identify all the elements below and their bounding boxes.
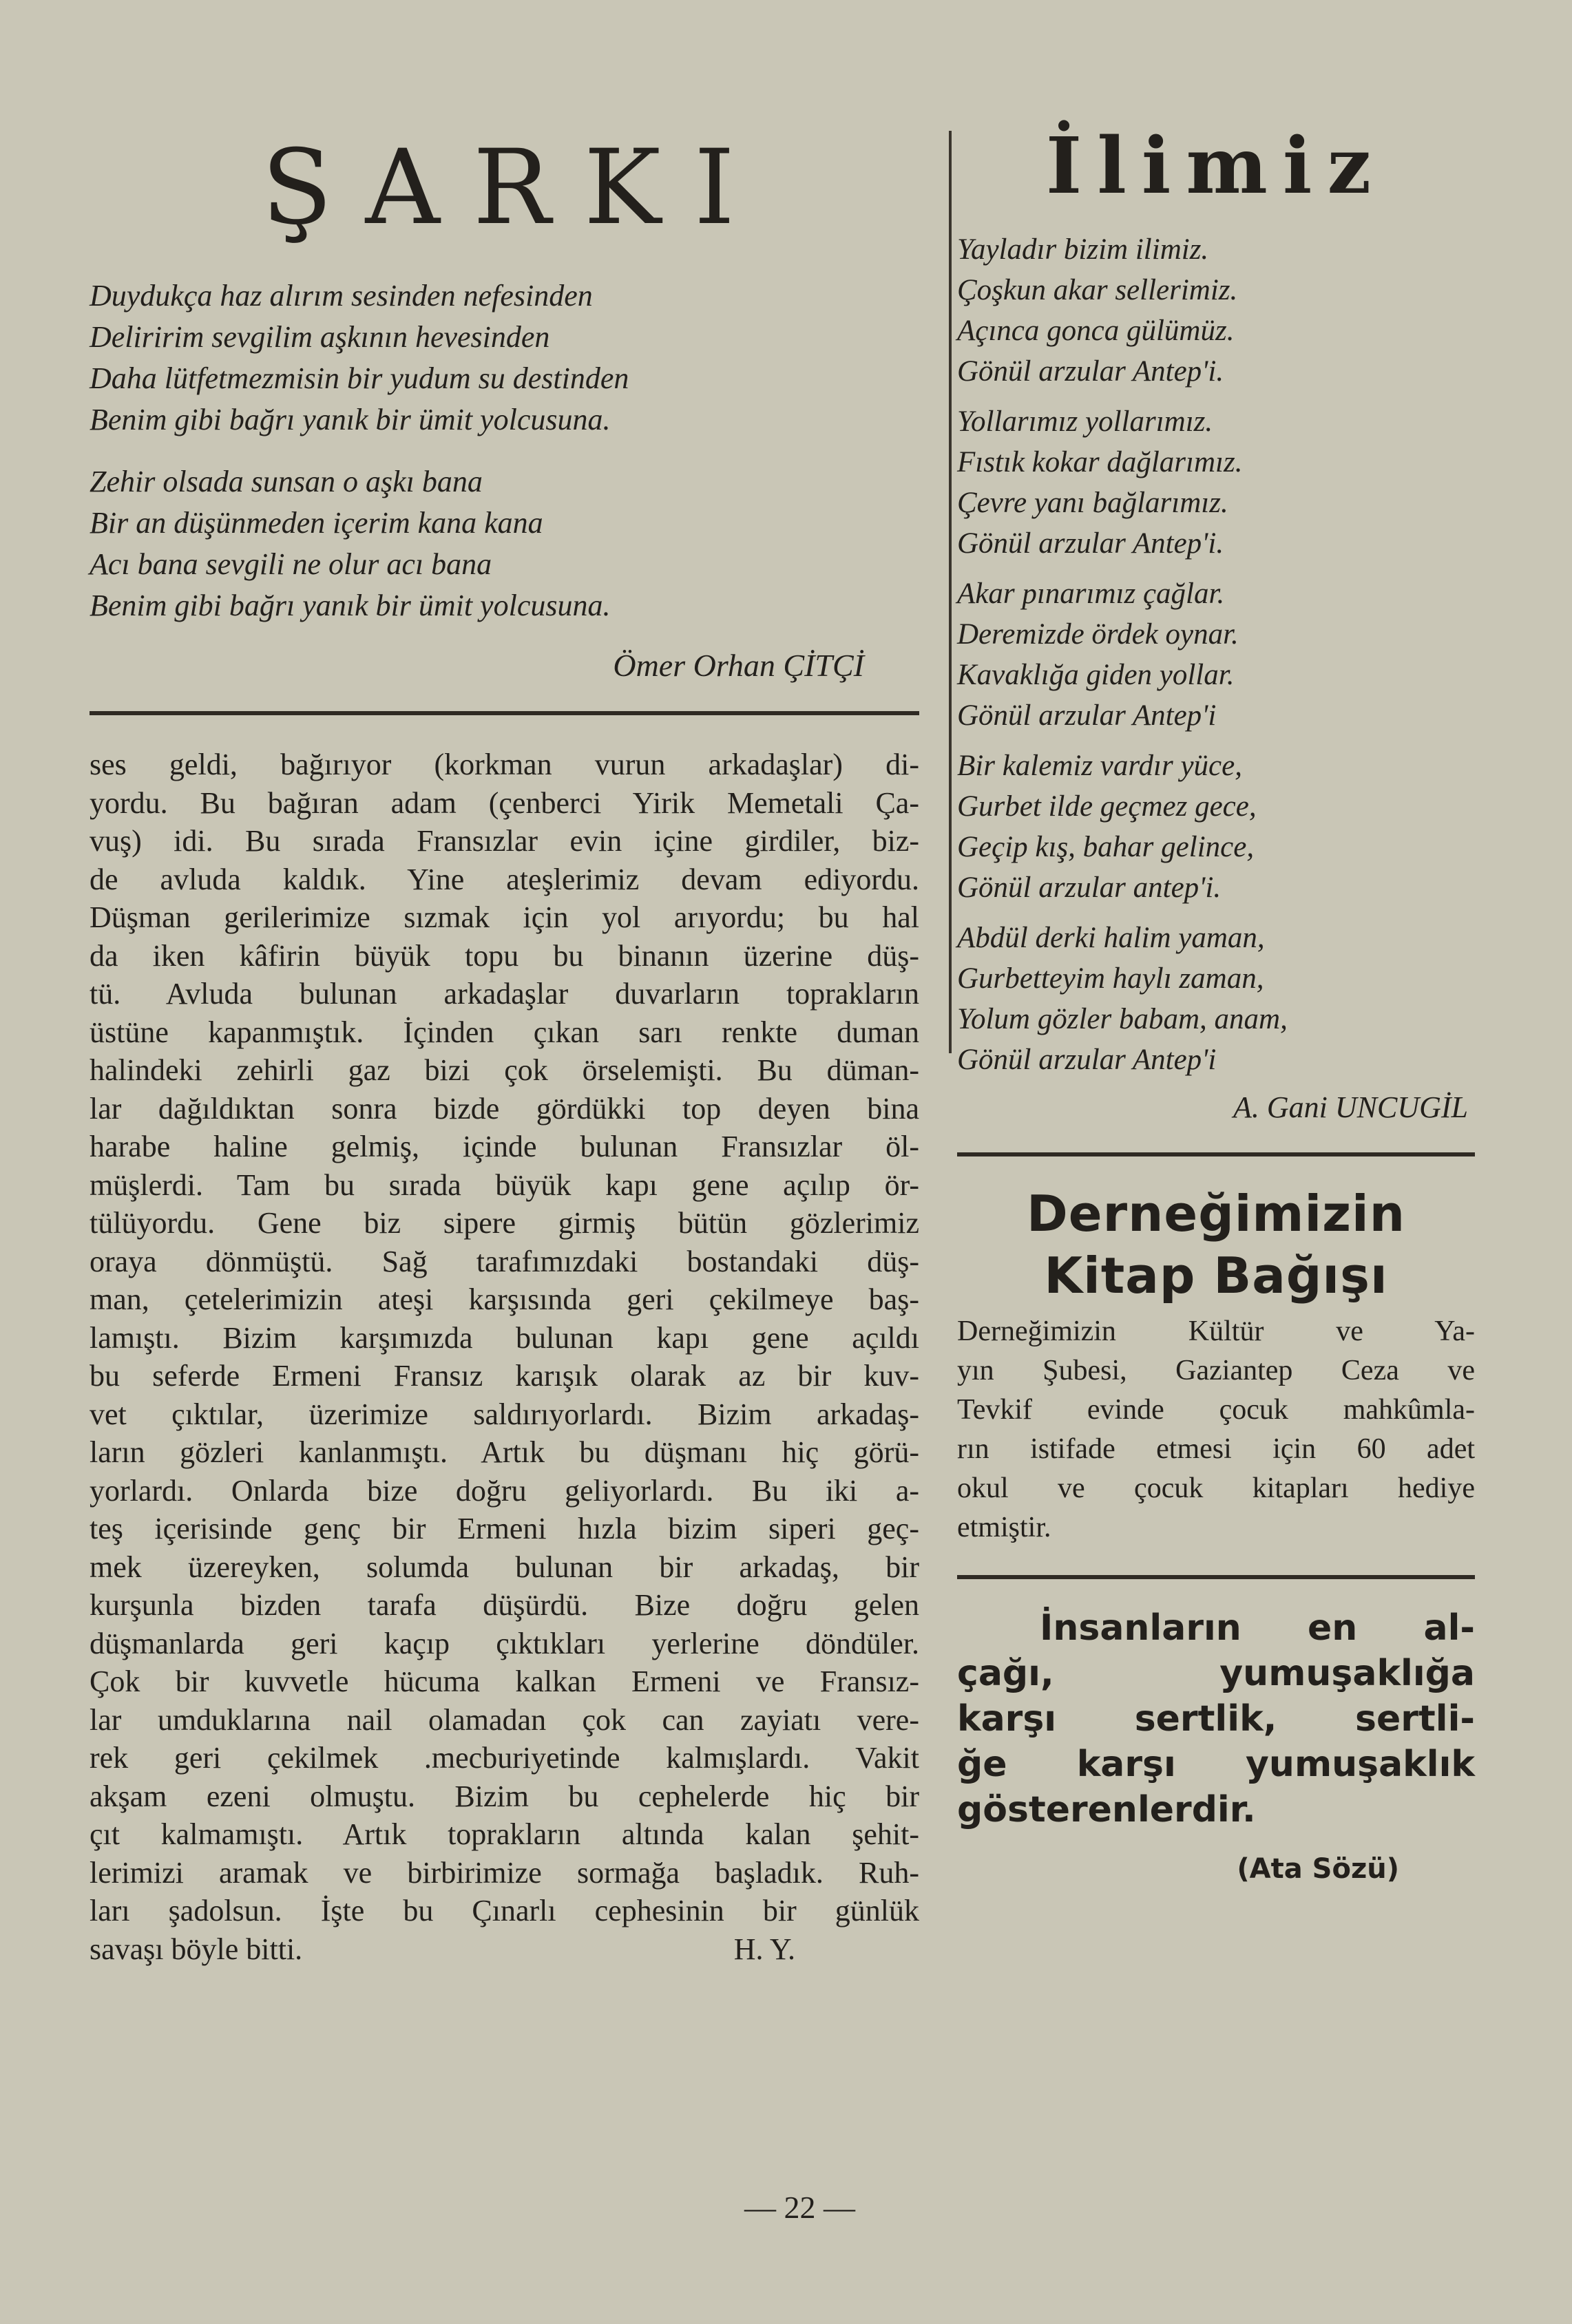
text-line: çıt kalmamıştı. Artık toprakların altında kalan şehit-	[90, 1817, 919, 1851]
text-line: ların gözleri kanlanmıştı. Artık bu düşmanı hiç görü-	[90, 1435, 919, 1469]
text-line: tülüyordu. Gene biz sipere girmiş bütün gözlerimiz	[90, 1206, 919, 1240]
poem-stanza	[957, 229, 1475, 392]
poem-line: Benim gibi bağrı yanık bir ümit yolcusuna.	[90, 403, 611, 436]
poem-line: Gönül arzular Antep'i	[957, 699, 1217, 732]
text-line: vet çıktılar, üzerimize saldırıyorlardı. Bizim arkadaş-	[90, 1397, 919, 1431]
story-signature: H. Y.	[733, 1932, 795, 1966]
poem-line: Gönül arzular Antep'i.	[957, 527, 1224, 560]
poem-line: Kavaklığa giden yollar.	[957, 659, 1235, 692]
poem-line: Yolum gözler babam, anam,	[957, 1003, 1288, 1036]
text-line: lamıştı. Bizim karşımızda bulunan kapı gene açıldı	[90, 1320, 919, 1355]
sarki-author: Ömer Orhan ÇİTÇİ	[613, 648, 864, 683]
poem-line: Geçip kış, bahar gelince,	[957, 831, 1255, 864]
poem-line: Gurbetteyim haylı zaman,	[957, 962, 1264, 995]
text-line: man, çetelerimizin ateşi karşısında geri çekilmeye baş-	[90, 1282, 919, 1316]
text-line: kurşunla bizden tarafa düşürdü. Bize doğru gelen	[90, 1588, 919, 1622]
dernek-heading	[957, 1183, 1475, 1307]
sarki-title: ŞARKI	[261, 128, 768, 248]
poem-stanza	[90, 461, 919, 626]
poem-line: Deliririm sevgilim aşkının hevesinden	[90, 320, 550, 354]
text-line: lerimizi aramak ve birbirimize sormağa başladık. Ruh-	[90, 1855, 919, 1890]
poem-line: Benim gibi bağrı yanık bir ümit yolcusuna.	[90, 589, 611, 622]
text-line: bu seferde Ermeni Fransız karışık olarak az bir kuv-	[90, 1359, 919, 1393]
poem-line: Duydukça haz alırım sesinden nefesinden	[90, 279, 593, 313]
text-line: halindeki zehirli gaz bizi çok örselemişti. Bu düman-	[90, 1053, 919, 1087]
text-line: ses geldi, bağırıyor (korkman vurun arkadaşlar) di-	[90, 748, 919, 781]
poem-line: Zehir olsada sunsan o aşkı bana	[90, 465, 483, 498]
dernek-heading-line: Derneğimizin	[1027, 1185, 1405, 1243]
left-column	[83, 124, 919, 1968]
poem-line: Yayladır bizim ilimiz.	[957, 233, 1209, 266]
poem-line: Gönül arzular Antep'i	[957, 1044, 1217, 1077]
war-story-text	[83, 746, 919, 1968]
text-line: rın istifade etmesi için 60 adet	[957, 1433, 1475, 1466]
text-line: yın Şubesi, Gaziantep Ceza ve	[957, 1355, 1475, 1387]
text-line: de avluda kaldık. Yine ateşlerimiz devam ediyordu.	[90, 862, 919, 896]
poem-line: Abdül derki halim yaman,	[957, 922, 1265, 955]
text-line: mek üzereyken, solumda bulunan bir arkadaş, bir	[90, 1550, 919, 1584]
poem-line: Acı bana sevgili ne olur acı bana	[90, 547, 492, 581]
text-line: teş içerisinde genç bir Ermeni hızla bizim siperi geç-	[90, 1512, 919, 1545]
section-divider	[957, 1152, 1475, 1156]
quote-line: İnsanların en al-	[1040, 1607, 1475, 1649]
poem-line: Gurbet ilde geçmez gece,	[957, 790, 1257, 823]
right-column	[957, 121, 1475, 1885]
quote-source: (Ata Sözü)	[1237, 1853, 1399, 1885]
text-line: oraya dönmüştü. Sağ tarafımızdaki bostandaki düş-	[90, 1244, 919, 1278]
dernek-heading-line: Kitap Bağışı	[1044, 1247, 1388, 1305]
sarki-poem	[83, 275, 919, 626]
text-line: akşam ezeni olmuştu. Bizim bu cephelerde hiç bir	[90, 1779, 919, 1813]
text-line: Tevkif evinde çocuk mahkûmla-	[957, 1394, 1475, 1426]
poem-stanza	[90, 275, 919, 441]
poem-line: Akar pınarımız çağlar.	[957, 578, 1225, 611]
ilimiz-title: İlimiz	[1045, 121, 1387, 211]
poem-stanza	[957, 401, 1475, 564]
ilimiz-author: A. Gani UNCUGİL	[1233, 1090, 1468, 1125]
ata-sozu-quote	[957, 1605, 1475, 1832]
text-line: lar dağıldıktan sonra bizde gördükki top deyen bina	[90, 1091, 919, 1126]
poem-line: Açınca gonca gülümüz.	[957, 315, 1235, 348]
text-line: da iken kâfirin büyük topu bu binanın üzerine düş-	[90, 938, 919, 973]
text-line: yordu. Bu bağıran adam (çenberci Yirik Memetali Ça-	[90, 785, 919, 820]
text-line: lar umduklarına nail olamadan çok can zayiatı vere-	[90, 1702, 919, 1737]
section-divider	[90, 711, 919, 715]
column-divider	[949, 131, 952, 1053]
quote-line: ğe karşı yumuşaklık	[957, 1744, 1475, 1786]
quote-line: karşı sertlik, sertli-	[957, 1698, 1475, 1740]
poem-line: Bir kalemiz vardır yüce,	[957, 750, 1242, 783]
poem-stanza	[957, 573, 1475, 736]
text-line: tü. Avluda bulunan arkadaşlar duvarların toprakların	[90, 977, 919, 1011]
text-line: savaşı böyle bitti. H. Y.	[90, 1930, 919, 1969]
poem-line: Daha lütfetmezmisin bir yudum su destinden	[90, 361, 629, 395]
text-line: ları şadolsun. İşte bu Çınarlı cephesinin bir günlük	[90, 1894, 919, 1927]
section-divider	[957, 1575, 1475, 1579]
poem-line: Gönül arzular Antep'i.	[957, 355, 1224, 388]
text-line: Düşman gerilerimize sızmak için yol arıyordu; bu hal	[90, 900, 919, 934]
quote-line: gösterenlerdir.	[957, 1789, 1256, 1831]
text-line: harabe haline gelmiş, içinde bulunan Fransızlar öl-	[90, 1130, 919, 1163]
poem-stanza	[957, 746, 1475, 908]
poem-line: Yollarımız yollarımız.	[957, 405, 1213, 439]
quote-line: çağı, yumuşaklığa	[957, 1653, 1475, 1695]
dernek-text	[957, 1312, 1475, 1547]
text-line: rek geri çekilmek .mecburiyetinde kalmışlardı. Vakit	[90, 1741, 919, 1775]
poem-line: Gönül arzular antep'i.	[957, 872, 1222, 905]
poem-line: Çevre yanı bağlarımız.	[957, 487, 1228, 520]
text-line: Çok bir kuvvetle hücuma kalkan Ermeni ve Fransız-	[90, 1665, 919, 1698]
text-line: vuş) idi. Bu sırada Fransızlar evin içine girdiler, biz-	[90, 824, 919, 858]
page-number: — 22 —	[744, 2190, 855, 2225]
text-line: okul ve çocuk kitapları hediye	[957, 1472, 1475, 1505]
text-line: etmiştir.	[957, 1512, 1051, 1544]
poem-line: Fıstık kokar dağlarımız.	[957, 446, 1243, 479]
poem-line: Deremizde ördek oynar.	[957, 618, 1239, 651]
poem-stanza	[957, 918, 1475, 1080]
text-line: müşlerdi. Tam bu sırada büyük kapı gene açılıp ör-	[90, 1168, 919, 1202]
text-line: üstüne kapanmıştık. İçinden çıkan sarı renkte duman	[90, 1015, 919, 1049]
text-line: yorlardı. Onlarda bize doğru geliyorlardı. Bu iki a-	[90, 1473, 919, 1508]
poem-line: Bir an düşünmeden içerim kana kana	[90, 506, 543, 540]
ilimiz-poem	[957, 229, 1475, 1080]
text-line: Derneğimizin Kültür ve Ya-	[957, 1316, 1475, 1348]
poem-line: Çoşkun akar sellerimiz.	[957, 274, 1238, 307]
text-line: düşmanlarda geri kaçıp çıktıkları yerlerine döndüler.	[90, 1626, 919, 1660]
